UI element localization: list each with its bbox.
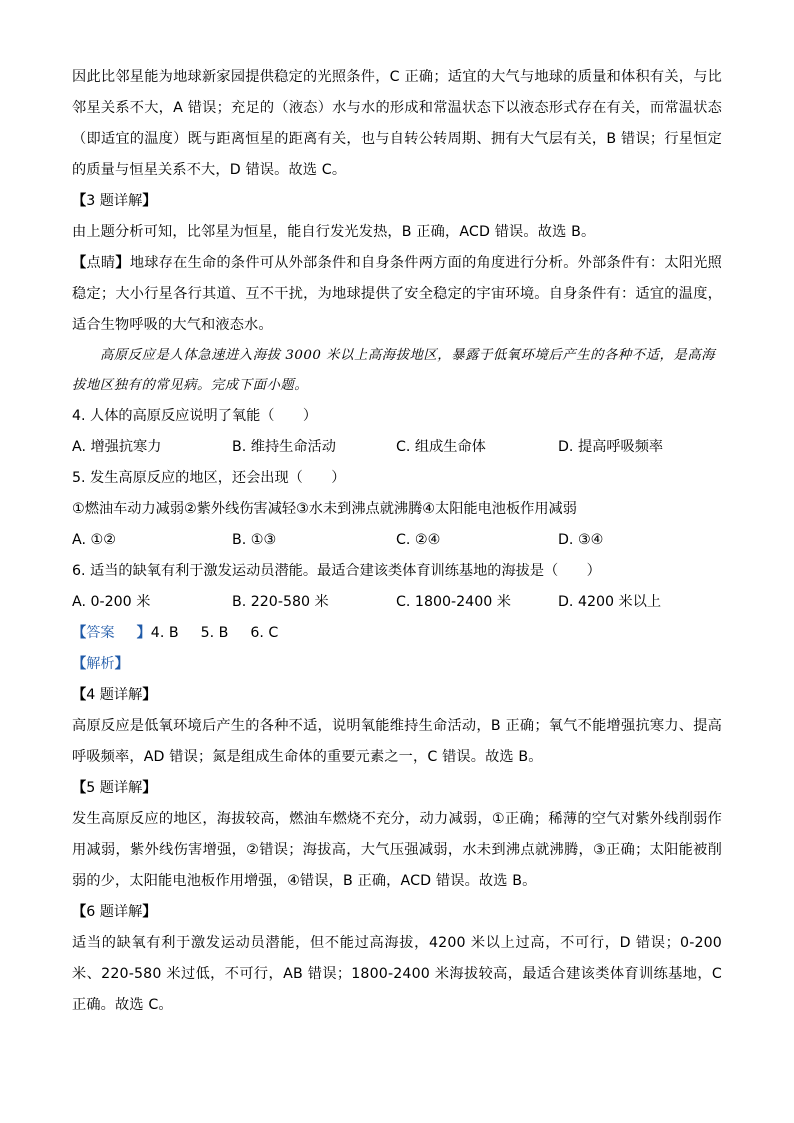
q3-explanation: 由上题分析可知，比邻星为恒星，能自行发光发热，B 正确，ACD 错误。故选 B。 bbox=[72, 224, 596, 240]
question-6-options bbox=[72, 587, 722, 618]
q5-heading-label: 5 题详解 bbox=[86, 780, 143, 796]
question-5-option-a: A. ①② bbox=[72, 532, 116, 548]
analysis-label: 解析 bbox=[86, 656, 115, 672]
answer-item-6: 6. C bbox=[250, 625, 279, 641]
question-6-stem: 6. 适当的缺氧有利于激发运动员潜能。最适合建该类体育训练基地的海拔是（ ） bbox=[72, 563, 601, 579]
q3-heading-label: 3 题详解 bbox=[86, 193, 143, 209]
q5-explanation: 发生高原反应的地区，海拔较高，燃油车燃烧不充分，动力减弱，①正确；稀薄的空气对紫外线削弱作用减弱，紫外线伤害增强，②错误；海拔高，大气压强减弱，水未到沸点就沸腾，③正确；太阳能被削弱的少，太阳能电池板作用增强，④错误，B 正确，ACD 错误。故选 B。 bbox=[72, 811, 722, 889]
question-5-option-b: B. ①③ bbox=[232, 532, 277, 548]
question-6-option-b: B. 220-580 米 bbox=[232, 594, 329, 610]
dianjing-paragraph: 【点睛】地球存在生命的条件可从外部条件和自身条件两方面的角度进行分析。外部条件有：太阳光照稳定；大小行星各行其道、互不干扰，为地球提供了安全稳定的宇宙环境。自身条件有：适宜的温度，适合生物呼吸的大气和液态水。 bbox=[72, 255, 722, 333]
question-5-option-c: C. ②④ bbox=[396, 532, 441, 548]
question-5-options bbox=[72, 525, 722, 556]
q5-heading: 【5 题详解】 bbox=[72, 780, 157, 796]
question-5-statements: ①燃油车动力减弱②紫外线伤害减轻③水未到沸点就沸腾④太阳能电池板作用减弱 bbox=[72, 501, 577, 517]
question-6-option-d: D. 4200 米以上 bbox=[558, 594, 662, 610]
answer-line: 【答案 】4. B 5. B 6. C bbox=[72, 625, 279, 641]
analysis-heading: 【解析】 bbox=[72, 656, 129, 672]
question-4-option-b: B. 维持生命活动 bbox=[232, 439, 336, 455]
q4-heading: 【4 题详解】 bbox=[72, 687, 157, 703]
answer-item-5: 5. B bbox=[200, 625, 229, 641]
question-4-options bbox=[72, 432, 722, 463]
answer-item-4: 4. B bbox=[150, 625, 179, 641]
q6-heading-label: 6 题详解 bbox=[86, 904, 143, 920]
intro-paragraph: 因此比邻星能为地球新家园提供稳定的光照条件，C 正确；适宜的大气与地球的质量和体积有关，与比邻星关系不大，A 错误；充足的（液态）水与水的形成和常温状态下以液态形式存在有关，而常温状态（即适宜的温度）既与距离恒星的距离有关，也与自转公转周期、拥有大气层有关，B 错误；行星恒定的质量与恒星关系不大，D 错误。故选 C。 bbox=[72, 69, 722, 178]
material-paragraph: 高原反应是人体急速进入海拔 3000 米以上高海拔地区，暴露于低氧环境后产生的各种不适，是高海拔地区独有的常见病。完成下面小题。 bbox=[72, 348, 716, 393]
q6-explanation: 适当的缺氧有利于激发运动员潜能，但不能过高海拔，4200 米以上过高，不可行，D 错误；0-200 米、220-580 米过低，不可行，AB 错误；1800-2400 米海拔较高，最适合建该类体育训练基地，C 正确。故选 C。 bbox=[72, 935, 722, 1013]
question-5-option-d: D. ③④ bbox=[558, 532, 604, 548]
question-4-option-a: A. 增强抗寒力 bbox=[72, 439, 162, 455]
answer-label: 答案 bbox=[86, 625, 115, 641]
question-6-option-a: A. 0-200 米 bbox=[72, 594, 151, 610]
q3-heading: 【3 题详解】 bbox=[72, 193, 157, 209]
question-5-stem: 5. 发生高原反应的地区，还会出现（ ） bbox=[72, 470, 346, 486]
document-page bbox=[72, 62, 722, 1021]
question-4-option-d: D. 提高呼吸频率 bbox=[558, 439, 664, 455]
q6-heading: 【6 题详解】 bbox=[72, 904, 157, 920]
q4-heading-label: 4 题详解 bbox=[86, 687, 143, 703]
question-6-option-c: C. 1800-2400 米 bbox=[396, 594, 511, 610]
dianjing-label: 点睛 bbox=[86, 255, 116, 271]
question-4-stem: 4. 人体的高原反应说明了氧能（ ） bbox=[72, 408, 318, 424]
question-4-option-c: C. 组成生命体 bbox=[396, 439, 486, 455]
dianjing-text: 地球存在生命的条件可从外部条件和自身条件两方面的角度进行分析。外部条件有：太阳光照稳定；大小行星各行其道、互不干扰，为地球提供了安全稳定的宇宙环境。自身条件有：适宜的温度，适合生物呼吸的大气和液态水。 bbox=[72, 255, 722, 333]
q4-explanation: 高原反应是低氧环境后产生的各种不适，说明氧能维持生命活动，B 正确；氧气不能增强抗寒力、提高呼吸频率，AD 错误；氮是组成生命体的重要元素之一，C 错误。故选 B。 bbox=[72, 718, 722, 765]
